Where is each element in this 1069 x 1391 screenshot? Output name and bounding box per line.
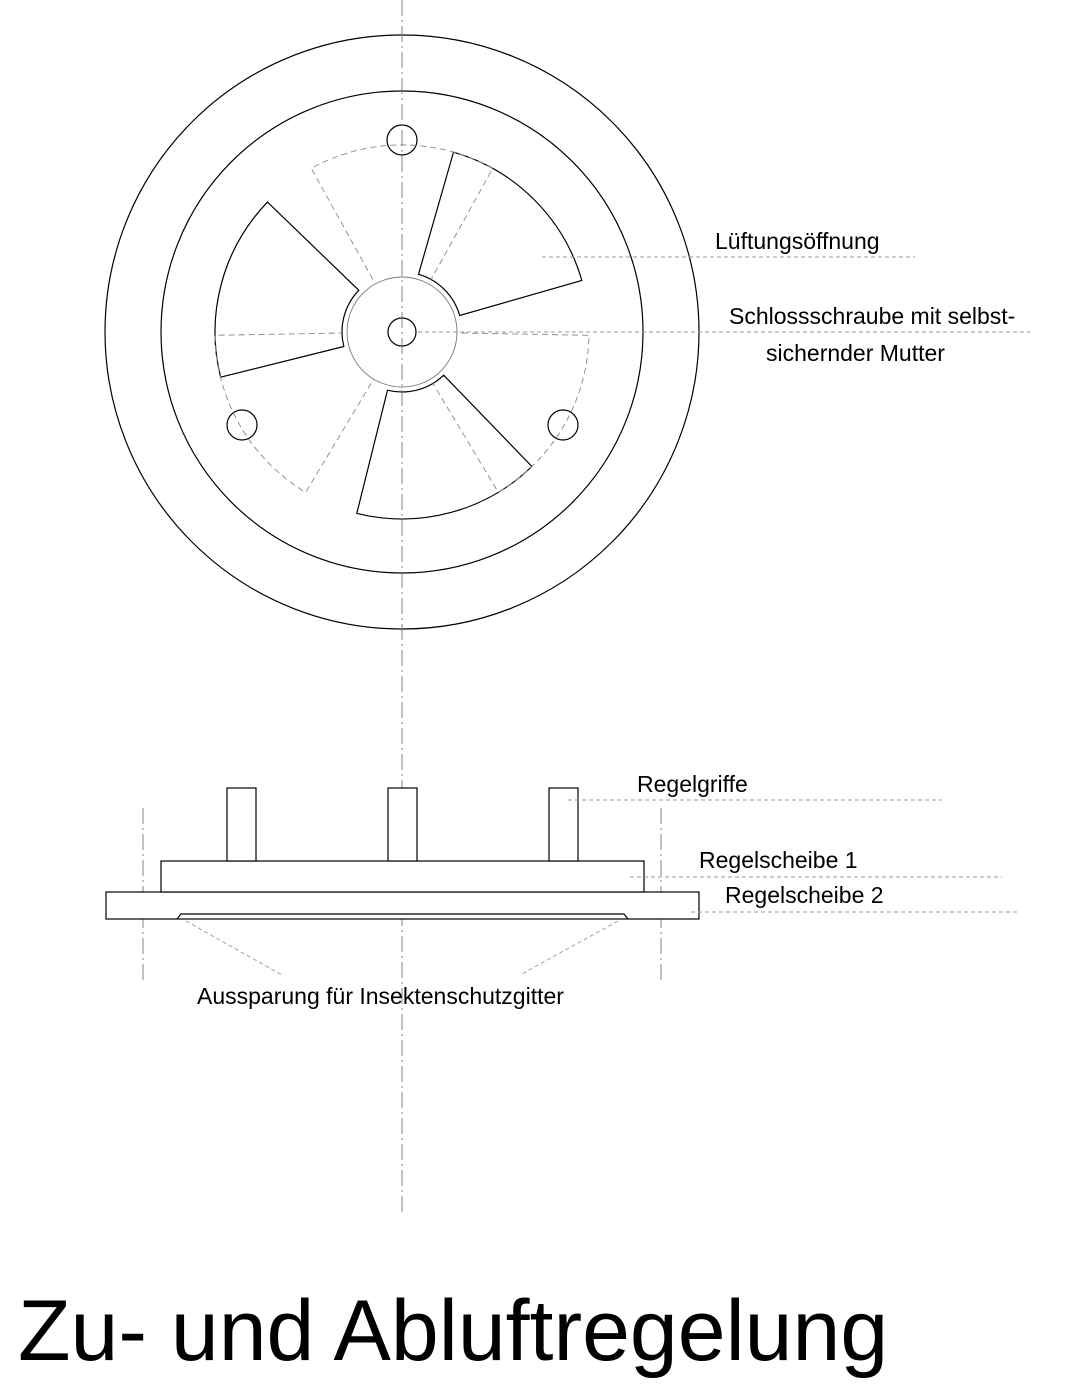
opening-upper-left xyxy=(215,202,359,377)
handle-hole-left xyxy=(227,410,257,440)
drawing-title: Zu- und Abluftregelung xyxy=(18,1283,889,1379)
control-handle-left xyxy=(227,788,256,861)
label-insect-screen-recess: Aussparung für Insektenschutzgitter xyxy=(197,983,564,1009)
label-carriage-bolt-line2: sichernder Mutter xyxy=(766,340,945,366)
control-handle-right xyxy=(549,788,578,861)
label-control-handles: Regelgriffe xyxy=(637,771,748,797)
handle-hole-right xyxy=(548,410,578,440)
label-control-disc-2: Regelscheibe 2 xyxy=(725,882,884,908)
centerline xyxy=(143,0,661,1212)
control-handle-center xyxy=(388,788,417,861)
opening-upper-right xyxy=(419,152,582,315)
control-disc-1-profile xyxy=(161,861,644,892)
hidden-opening-lower-left xyxy=(215,333,371,492)
label-ventilation-opening: Lüftungsöffnung xyxy=(715,228,880,254)
label-control-disc-1: Regelscheibe 1 xyxy=(699,847,858,873)
control-disc-2-profile xyxy=(106,892,699,919)
opening-bottom xyxy=(357,375,532,519)
label-carriage-bolt-line1: Schlossschraube mit selbst- xyxy=(729,303,1016,329)
hidden-opening-lower-right xyxy=(433,333,589,492)
side-view xyxy=(106,788,699,919)
